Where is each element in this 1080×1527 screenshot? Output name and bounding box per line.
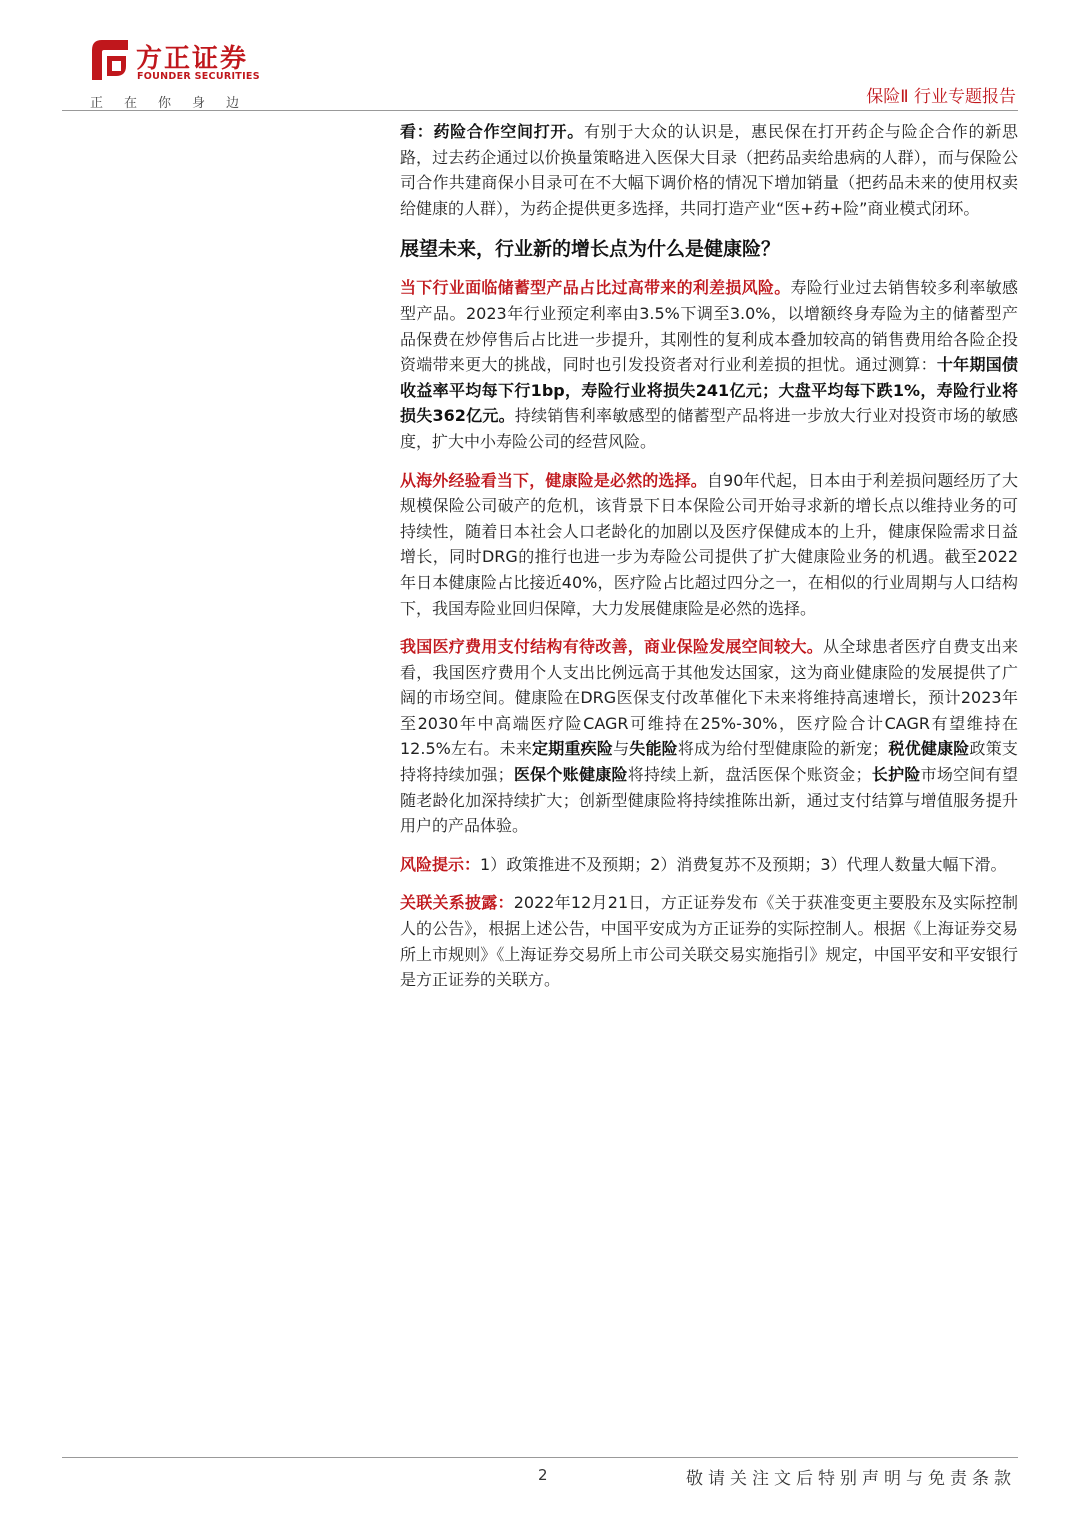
paragraph-text: 自90年代起，日本由于利差损问题经历了大规模保险公司破产的危机，该背景下日本保险公司开始寻求新的增长点以维持业务的可持续性，随着日本社会人口老龄化的加剧以及医疗保健成本的上升，健康保险需求日益增长，同时DRG的推行也进一步为寿险公司提供了扩大健康险业务的机遇。截至2022年日本健康险占比接近40%，医疗险占比超过四分之一，在相似的行业周期与人口结构下，我国寿险业回归保障，大力发展健康险是必然的选择。 <box>400 470 1018 618</box>
paragraph-emphasis: 定期重疾险 <box>532 739 614 759</box>
paragraph-overseas-experience <box>400 468 1018 622</box>
paragraph-text: 从全球患者医疗自费支出来看，我国医疗费用个人支出比例远高于其他发达国家，这为商业健康险的发展提供了广阔的市场空间。健康险在DRG医保支付改革催化下未来将维持高速增长，预计2023年至2030年中高端医疗险CAGR可维持在25%-30%，医疗险合计CAGR有望维持在12.5%左右。未来 <box>400 637 1018 759</box>
logo-english-name: FOUNDER SECURITIES <box>137 71 260 82</box>
paragraph-text: 与 <box>613 739 630 759</box>
paragraph-risk-warning <box>400 852 1018 878</box>
page-header <box>0 0 1080 112</box>
page-number: 2 <box>538 1466 548 1484</box>
paragraph-emphasis: 长护险 <box>871 765 921 785</box>
paragraph-emphasis: 税优健康险 <box>888 739 970 759</box>
slogan: 正在你身边 <box>90 96 261 111</box>
paragraph-lead: 当下行业面临储蓄型产品占比过高带来的利差损风险。 <box>400 278 791 298</box>
founder-logo-icon <box>88 36 130 80</box>
paragraph-text: 将成为给付型健康险的新宠； <box>677 739 889 759</box>
paragraph-emphasis: 医保个账健康险 <box>513 765 628 785</box>
paragraph-payment-structure <box>400 634 1018 839</box>
paragraph-lead: 风险提示： <box>400 854 481 874</box>
paragraph-text: 持续销售利率敏感型的储蓄型产品将进一步放大行业对投资市场的敏感度，扩大中小寿险公司的经营风险。 <box>400 406 1018 451</box>
paragraph-text: 2022年12月21日，方正证券发布《关于获准变更主要股东及实际控制人的公告》，根据上述公告，中国平安成为方正证券的实际控制人。根据《上海证券交易所上市规则》《上海证券交易所上市公司关联交易实施指引》规定，中国平安和平安银行是方正证券的关联方。 <box>400 893 1018 990</box>
paragraph-lead: 我国医疗费用支付结构有待改善，商业保险发展空间较大。 <box>400 637 824 657</box>
disclaimer-note: 敬请关注文后特别声明与免责条款 <box>686 1469 1016 1489</box>
paragraph-text: 1）政策推进不及预期；2）消费复苏不及预期；3）代理人数量大幅下滑。 <box>480 854 1007 874</box>
paragraph-lead: 关联关系披露： <box>400 893 514 913</box>
report-category: 保险Ⅱ 行业专题报告 <box>866 87 1016 107</box>
paragraph-text: 寿险行业过去销售较多利率敏感型产品。2023年行业预定利率由3.5%下调至3.0%，以增额终身寿险为主的储蓄型产品保费在炒停售后占比进一步提升，其刚性的复利成本叠加较高的销售费用给各险企投资端带来更大的挑战，同时也引发投资者对行业利差损的担忧。通过测算： <box>400 278 1018 375</box>
paragraph-emphasis: 失能险 <box>629 739 678 759</box>
paragraph-lead: 从海外经验看当下，健康险是必然的选择。 <box>400 470 707 490</box>
paragraph-text: 政策支持将持续加强； <box>400 739 1018 785</box>
paragraph-text: 将持续上新，盘活医保个账资金； <box>627 765 872 785</box>
paragraph-text: 市场空间有望随老龄化加深持续扩大；创新型健康险将持续推陈出新，通过支付结算与增值服务提升用户的产品体验。 <box>400 765 1018 836</box>
logo-chinese-name: 方正证券 <box>136 44 249 74</box>
paragraph-related-party <box>400 890 1018 992</box>
header-divider <box>62 110 1018 111</box>
section-heading: 展望未来，行业新的增长点为什么是健康险？ <box>400 238 781 261</box>
footer-divider <box>62 1457 1018 1458</box>
paragraph-drug-insurance <box>400 119 1018 221</box>
paragraph-text: 有别于大众的认识是，惠民保在打开药企与险企合作的新思路，过去药企通过以价换量策略进入医保大目录（把药品卖给患病的人群），而与保险公司合作共建商保小目录可在不大幅下调价格的情况下增加销量（把药品未来的使用权卖给健康的人群），为药企提供更多选择，共同打造产业“医+药+险”商业模式闭环。 <box>400 122 1018 218</box>
paragraph-emphasis: 十年期国债收益率平均每下行1bp，寿险行业将损失241亿元；大盘平均每下跌1%，寿险行业将损失362亿元。 <box>400 355 1018 426</box>
report-body <box>400 119 1018 1006</box>
paragraph-lead: 看：药险合作空间打开。 <box>400 122 584 141</box>
paragraph-interest-risk <box>400 275 1018 454</box>
